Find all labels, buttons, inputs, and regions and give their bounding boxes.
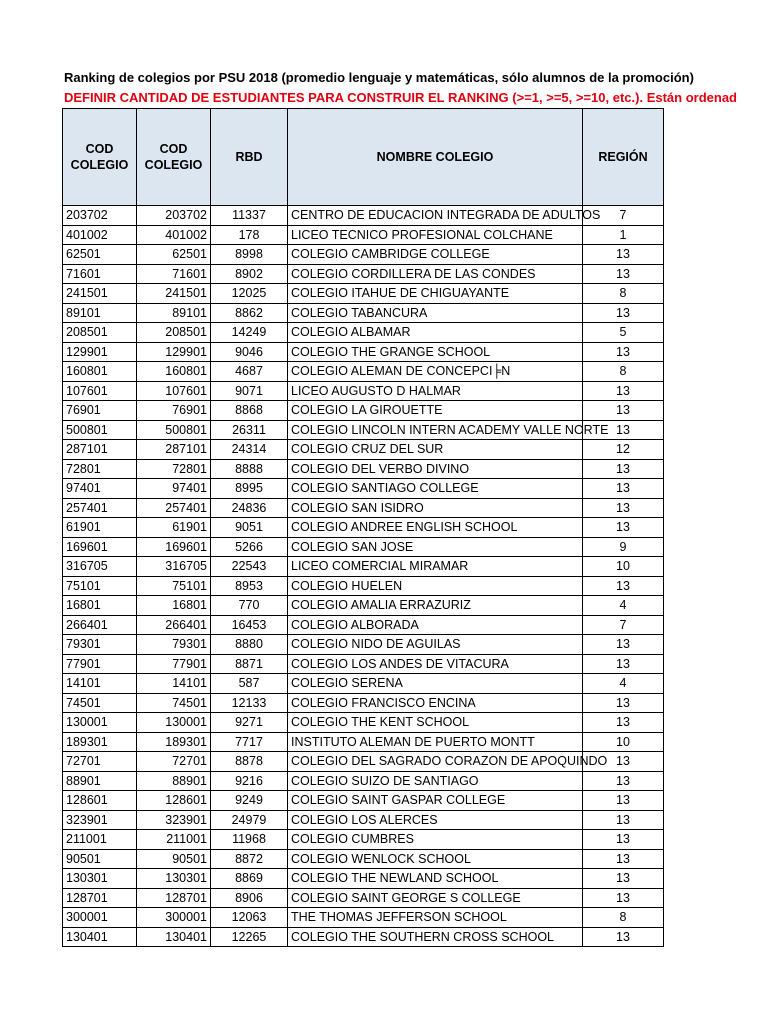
region-cell[interactable]: 8: [583, 284, 664, 304]
rbd-cell[interactable]: 11337: [211, 206, 288, 226]
cod-colegio-num-cell[interactable]: 169601: [137, 537, 211, 557]
region-cell[interactable]: 13: [583, 303, 664, 323]
rbd-cell[interactable]: 8869: [211, 869, 288, 889]
table-row: [63, 225, 664, 245]
table-row: [63, 713, 664, 733]
nombre-colegio-cell[interactable]: COLEGIO THE KENT SCHOOL: [288, 713, 583, 733]
cod-colegio-cell[interactable]: 287101: [63, 440, 137, 460]
region-cell[interactable]: 9: [583, 537, 664, 557]
cod-colegio-num-cell[interactable]: 208501: [137, 323, 211, 343]
nombre-colegio-cell[interactable]: COLEGIO ALBAMAR: [288, 323, 583, 343]
region-cell[interactable]: 13: [583, 693, 664, 713]
table-row: [63, 264, 664, 284]
nombre-colegio-cell[interactable]: COLEGIO THE NEWLAND SCHOOL: [288, 869, 583, 889]
cod-colegio-cell[interactable]: 189301: [63, 732, 137, 752]
rbd-cell[interactable]: 9046: [211, 342, 288, 362]
table-row: [63, 342, 664, 362]
region-cell[interactable]: 13: [583, 381, 664, 401]
region-cell[interactable]: 12: [583, 440, 664, 460]
cod-colegio-num-cell[interactable]: 74501: [137, 693, 211, 713]
cod-colegio-num-cell[interactable]: 130301: [137, 869, 211, 889]
table-body: [63, 206, 664, 947]
nombre-colegio-cell[interactable]: COLEGIO TABANCURA: [288, 303, 583, 323]
cod-colegio-cell[interactable]: 107601: [63, 381, 137, 401]
rbd-cell[interactable]: 8902: [211, 264, 288, 284]
rbd-cell[interactable]: 24979: [211, 810, 288, 830]
nombre-colegio-cell[interactable]: COLEGIO CUMBRES: [288, 830, 583, 850]
rbd-cell[interactable]: 9216: [211, 771, 288, 791]
cod-colegio-cell[interactable]: 75101: [63, 576, 137, 596]
cod-colegio-cell[interactable]: 401002: [63, 225, 137, 245]
cod-colegio-num-cell[interactable]: 88901: [137, 771, 211, 791]
cod-colegio-cell[interactable]: 160801: [63, 362, 137, 382]
table-header-row: [63, 109, 664, 206]
cod-colegio-cell[interactable]: 76901: [63, 401, 137, 421]
cod-colegio-cell[interactable]: 130001: [63, 713, 137, 733]
rbd-cell[interactable]: 8880: [211, 635, 288, 655]
cod-colegio-num-cell[interactable]: 401002: [137, 225, 211, 245]
region-cell[interactable]: 13: [583, 927, 664, 947]
nombre-colegio-cell[interactable]: COLEGIO NIDO DE AGUILAS: [288, 635, 583, 655]
rbd-cell[interactable]: 8872: [211, 849, 288, 869]
cod-colegio-num-cell[interactable]: 61901: [137, 518, 211, 538]
rbd-cell[interactable]: 587: [211, 674, 288, 694]
cod-colegio-cell[interactable]: 266401: [63, 615, 137, 635]
nombre-colegio-cell[interactable]: COLEGIO FRANCISCO ENCINA: [288, 693, 583, 713]
cod-colegio-cell[interactable]: 323901: [63, 810, 137, 830]
header-cod-colegio-1[interactable]: COD COLEGIO: [63, 109, 137, 206]
cod-colegio-num-cell[interactable]: 287101: [137, 440, 211, 460]
cod-colegio-num-cell[interactable]: 89101: [137, 303, 211, 323]
cod-colegio-cell[interactable]: 316705: [63, 557, 137, 577]
region-cell[interactable]: 13: [583, 791, 664, 811]
cod-colegio-num-cell[interactable]: 130001: [137, 713, 211, 733]
region-cell[interactable]: 7: [583, 206, 664, 226]
rbd-cell[interactable]: 24314: [211, 440, 288, 460]
region-cell[interactable]: 13: [583, 459, 664, 479]
nombre-colegio-cell[interactable]: COLEGIO ALBORADA: [288, 615, 583, 635]
cod-colegio-cell[interactable]: 300001: [63, 908, 137, 928]
cod-colegio-num-cell[interactable]: 14101: [137, 674, 211, 694]
cod-colegio-num-cell[interactable]: 257401: [137, 498, 211, 518]
rbd-cell[interactable]: 5266: [211, 537, 288, 557]
table-row: [63, 557, 664, 577]
table-row: [63, 732, 664, 752]
table-row: [63, 459, 664, 479]
nombre-colegio-cell[interactable]: COLEGIO ITAHUE DE CHIGUAYANTE: [288, 284, 583, 304]
table-row: [63, 791, 664, 811]
cod-colegio-num-cell[interactable]: 62501: [137, 245, 211, 265]
header-rbd[interactable]: RBD: [211, 109, 288, 206]
region-cell[interactable]: 13: [583, 752, 664, 772]
table-row: [63, 752, 664, 772]
table-row: [63, 830, 664, 850]
region-cell[interactable]: 1: [583, 225, 664, 245]
cod-colegio-num-cell[interactable]: 16801: [137, 596, 211, 616]
rbd-cell[interactable]: 9071: [211, 381, 288, 401]
table-row: [63, 284, 664, 304]
nombre-colegio-cell[interactable]: COLEGIO ANDREE ENGLISH SCHOOL: [288, 518, 583, 538]
rbd-cell[interactable]: 24836: [211, 498, 288, 518]
cod-colegio-num-cell[interactable]: 97401: [137, 479, 211, 499]
nombre-colegio-cell[interactable]: COLEGIO THE GRANGE SCHOOL: [288, 342, 583, 362]
rbd-cell[interactable]: 12025: [211, 284, 288, 304]
region-cell[interactable]: 13: [583, 888, 664, 908]
cod-colegio-cell[interactable]: 208501: [63, 323, 137, 343]
table-row: [63, 869, 664, 889]
nombre-colegio-cell[interactable]: COLEGIO SUIZO DE SANTIAGO: [288, 771, 583, 791]
region-cell[interactable]: 13: [583, 264, 664, 284]
region-cell[interactable]: 13: [583, 849, 664, 869]
rbd-cell[interactable]: 11968: [211, 830, 288, 850]
region-cell[interactable]: 13: [583, 518, 664, 538]
cod-colegio-cell[interactable]: 130401: [63, 927, 137, 947]
nombre-colegio-cell[interactable]: COLEGIO LOS ALERCES: [288, 810, 583, 830]
table-row: [63, 206, 664, 226]
cod-colegio-num-cell[interactable]: 107601: [137, 381, 211, 401]
cod-colegio-num-cell[interactable]: 79301: [137, 635, 211, 655]
cod-colegio-cell[interactable]: 77901: [63, 654, 137, 674]
cod-colegio-cell[interactable]: 61901: [63, 518, 137, 538]
cod-colegio-cell[interactable]: 72801: [63, 459, 137, 479]
region-cell[interactable]: 13: [583, 401, 664, 421]
rbd-cell[interactable]: 8862: [211, 303, 288, 323]
cod-colegio-num-cell[interactable]: 323901: [137, 810, 211, 830]
rbd-cell[interactable]: 8995: [211, 479, 288, 499]
rbd-cell[interactable]: 14249: [211, 323, 288, 343]
cod-colegio-num-cell[interactable]: 76901: [137, 401, 211, 421]
cod-colegio-cell[interactable]: 241501: [63, 284, 137, 304]
nombre-colegio-cell[interactable]: COLEGIO SAINT GEORGE S COLLEGE: [288, 888, 583, 908]
cod-colegio-cell[interactable]: 169601: [63, 537, 137, 557]
table-row: [63, 888, 664, 908]
rbd-cell[interactable]: 9249: [211, 791, 288, 811]
cod-colegio-num-cell[interactable]: 90501: [137, 849, 211, 869]
table-row: [63, 440, 664, 460]
rbd-cell[interactable]: 16453: [211, 615, 288, 635]
page-title: Ranking de colegios por PSU 2018 (promedio lenguaje y matemáticas, sólo alumnos de la promoción): [64, 70, 694, 85]
region-cell[interactable]: 13: [583, 576, 664, 596]
rbd-cell[interactable]: 9271: [211, 713, 288, 733]
nombre-colegio-cell[interactable]: THE THOMAS JEFFERSON SCHOOL: [288, 908, 583, 928]
region-cell[interactable]: 8: [583, 362, 664, 382]
table-row: [63, 635, 664, 655]
cod-colegio-cell[interactable]: 72701: [63, 752, 137, 772]
nombre-colegio-cell[interactable]: COLEGIO WENLOCK SCHOOL: [288, 849, 583, 869]
cod-colegio-num-cell[interactable]: 128601: [137, 791, 211, 811]
rbd-cell[interactable]: 8888: [211, 459, 288, 479]
table-row: [63, 479, 664, 499]
cod-colegio-num-cell[interactable]: 211001: [137, 830, 211, 850]
instruction-text: DEFINIR CANTIDAD DE ESTUDIANTES PARA CONSTRUIR EL RANKING (>=1, >=5, >=10, etc.). Están ordenad: [64, 90, 737, 105]
region-cell[interactable]: 8: [583, 908, 664, 928]
table-row: [63, 381, 664, 401]
rbd-cell[interactable]: 12133: [211, 693, 288, 713]
table-row: [63, 771, 664, 791]
cod-colegio-cell[interactable]: 14101: [63, 674, 137, 694]
nombre-colegio-cell[interactable]: COLEGIO DEL SAGRADO CORAZON DE APOQUINDO: [288, 752, 583, 772]
cod-colegio-num-cell[interactable]: 75101: [137, 576, 211, 596]
rbd-cell[interactable]: 8871: [211, 654, 288, 674]
rbd-cell[interactable]: 26311: [211, 420, 288, 440]
region-cell[interactable]: 13: [583, 479, 664, 499]
region-cell[interactable]: 4: [583, 596, 664, 616]
cod-colegio-cell[interactable]: 500801: [63, 420, 137, 440]
rbd-cell[interactable]: 9051: [211, 518, 288, 538]
table-row: [63, 810, 664, 830]
region-cell[interactable]: 4: [583, 674, 664, 694]
table-row: [63, 615, 664, 635]
nombre-colegio-cell[interactable]: COLEGIO DEL VERBO DIVINO: [288, 459, 583, 479]
cod-colegio-cell[interactable]: 130301: [63, 869, 137, 889]
cod-colegio-cell[interactable]: 62501: [63, 245, 137, 265]
region-cell[interactable]: 13: [583, 635, 664, 655]
nombre-colegio-cell[interactable]: COLEGIO ALEMAN DE CONCEPCI╞N: [288, 362, 583, 382]
cod-colegio-cell[interactable]: 97401: [63, 479, 137, 499]
rbd-cell[interactable]: 12063: [211, 908, 288, 928]
nombre-colegio-cell[interactable]: COLEGIO SAN ISIDRO: [288, 498, 583, 518]
region-cell[interactable]: 10: [583, 732, 664, 752]
table-row: [63, 362, 664, 382]
cod-colegio-num-cell[interactable]: 203702: [137, 206, 211, 226]
cod-colegio-num-cell[interactable]: 130401: [137, 927, 211, 947]
rbd-cell[interactable]: 8998: [211, 245, 288, 265]
table-row: [63, 303, 664, 323]
cod-colegio-num-cell[interactable]: 300001: [137, 908, 211, 928]
nombre-colegio-cell[interactable]: COLEGIO CRUZ DEL SUR: [288, 440, 583, 460]
table-row: [63, 693, 664, 713]
nombre-colegio-cell[interactable]: LICEO TECNICO PROFESIONAL COLCHANE: [288, 225, 583, 245]
nombre-colegio-cell[interactable]: COLEGIO SAINT GASPAR COLLEGE: [288, 791, 583, 811]
region-cell[interactable]: 13: [583, 498, 664, 518]
nombre-colegio-cell[interactable]: COLEGIO LINCOLN INTERN ACADEMY VALLE NORTE: [288, 420, 583, 440]
cod-colegio-cell[interactable]: 211001: [63, 830, 137, 850]
table-row: [63, 245, 664, 265]
region-cell[interactable]: 13: [583, 654, 664, 674]
rbd-cell[interactable]: 8906: [211, 888, 288, 908]
table-row: [63, 420, 664, 440]
table-row: [63, 908, 664, 928]
cod-colegio-num-cell[interactable]: 72701: [137, 752, 211, 772]
cod-colegio-num-cell[interactable]: 71601: [137, 264, 211, 284]
region-cell[interactable]: 13: [583, 771, 664, 791]
rbd-cell[interactable]: 12265: [211, 927, 288, 947]
rbd-cell[interactable]: 22543: [211, 557, 288, 577]
nombre-colegio-cell[interactable]: COLEGIO CORDILLERA DE LAS CONDES: [288, 264, 583, 284]
table-row: [63, 596, 664, 616]
nombre-colegio-cell[interactable]: COLEGIO AMALIA ERRAZURIZ: [288, 596, 583, 616]
cod-colegio-num-cell[interactable]: 266401: [137, 615, 211, 635]
cod-colegio-num-cell[interactable]: 72801: [137, 459, 211, 479]
cod-colegio-num-cell[interactable]: 189301: [137, 732, 211, 752]
cod-colegio-cell[interactable]: 89101: [63, 303, 137, 323]
cod-colegio-num-cell[interactable]: 77901: [137, 654, 211, 674]
region-cell[interactable]: 5: [583, 323, 664, 343]
region-cell[interactable]: 7: [583, 615, 664, 635]
nombre-colegio-cell[interactable]: COLEGIO CAMBRIDGE COLLEGE: [288, 245, 583, 265]
rbd-cell[interactable]: 8878: [211, 752, 288, 772]
table-row: [63, 674, 664, 694]
cod-colegio-cell[interactable]: 129901: [63, 342, 137, 362]
region-cell[interactable]: 10: [583, 557, 664, 577]
table-row: [63, 654, 664, 674]
nombre-colegio-cell[interactable]: LICEO COMERCIAL MIRAMAR: [288, 557, 583, 577]
nombre-colegio-cell[interactable]: COLEGIO LA GIROUETTE: [288, 401, 583, 421]
region-cell[interactable]: 13: [583, 245, 664, 265]
region-cell[interactable]: 13: [583, 420, 664, 440]
header-cod-colegio-2[interactable]: COD COLEGIO: [137, 109, 211, 206]
cod-colegio-cell[interactable]: 128701: [63, 888, 137, 908]
rbd-cell[interactable]: 770: [211, 596, 288, 616]
table-row: [63, 323, 664, 343]
cod-colegio-cell[interactable]: 74501: [63, 693, 137, 713]
cod-colegio-cell[interactable]: 88901: [63, 771, 137, 791]
cod-colegio-cell[interactable]: 16801: [63, 596, 137, 616]
nombre-colegio-cell[interactable]: COLEGIO SAN JOSE: [288, 537, 583, 557]
table-row: [63, 576, 664, 596]
table-row: [63, 849, 664, 869]
cod-colegio-num-cell[interactable]: 129901: [137, 342, 211, 362]
cod-colegio-cell[interactable]: 203702: [63, 206, 137, 226]
cod-colegio-cell[interactable]: 79301: [63, 635, 137, 655]
nombre-colegio-cell[interactable]: COLEGIO LOS ANDES DE VITACURA: [288, 654, 583, 674]
nombre-colegio-cell[interactable]: COLEGIO THE SOUTHERN CROSS SCHOOL: [288, 927, 583, 947]
cod-colegio-cell[interactable]: 257401: [63, 498, 137, 518]
rbd-cell[interactable]: 7717: [211, 732, 288, 752]
nombre-colegio-cell[interactable]: COLEGIO SANTIAGO COLLEGE: [288, 479, 583, 499]
header-region[interactable]: REGIÓN: [583, 109, 664, 206]
cod-colegio-num-cell[interactable]: 128701: [137, 888, 211, 908]
table-row: [63, 498, 664, 518]
nombre-colegio-cell[interactable]: INSTITUTO ALEMAN DE PUERTO MONTT: [288, 732, 583, 752]
cod-colegio-cell[interactable]: 128601: [63, 791, 137, 811]
region-cell[interactable]: 13: [583, 830, 664, 850]
nombre-colegio-cell[interactable]: COLEGIO SERENA: [288, 674, 583, 694]
cod-colegio-cell[interactable]: 90501: [63, 849, 137, 869]
table-row: [63, 927, 664, 947]
region-cell[interactable]: 13: [583, 810, 664, 830]
cod-colegio-num-cell[interactable]: 316705: [137, 557, 211, 577]
cod-colegio-num-cell[interactable]: 241501: [137, 284, 211, 304]
region-cell[interactable]: 13: [583, 342, 664, 362]
region-cell[interactable]: 13: [583, 869, 664, 889]
cod-colegio-num-cell[interactable]: 160801: [137, 362, 211, 382]
ranking-table: [62, 108, 664, 947]
table-row: [63, 518, 664, 538]
cod-colegio-cell[interactable]: 71601: [63, 264, 137, 284]
region-cell[interactable]: 13: [583, 713, 664, 733]
nombre-colegio-cell[interactable]: LICEO AUGUSTO D HALMAR: [288, 381, 583, 401]
rbd-cell[interactable]: 178: [211, 225, 288, 245]
cod-colegio-num-cell[interactable]: 500801: [137, 420, 211, 440]
rbd-cell[interactable]: 4687: [211, 362, 288, 382]
nombre-colegio-cell[interactable]: CENTRO DE EDUCACION INTEGRADA DE ADULTOS: [288, 206, 583, 226]
rbd-cell[interactable]: 8868: [211, 401, 288, 421]
header-nombre-colegio[interactable]: NOMBRE COLEGIO: [288, 109, 583, 206]
table-row: [63, 401, 664, 421]
table-row: [63, 537, 664, 557]
rbd-cell[interactable]: 8953: [211, 576, 288, 596]
nombre-colegio-cell[interactable]: COLEGIO HUELEN: [288, 576, 583, 596]
